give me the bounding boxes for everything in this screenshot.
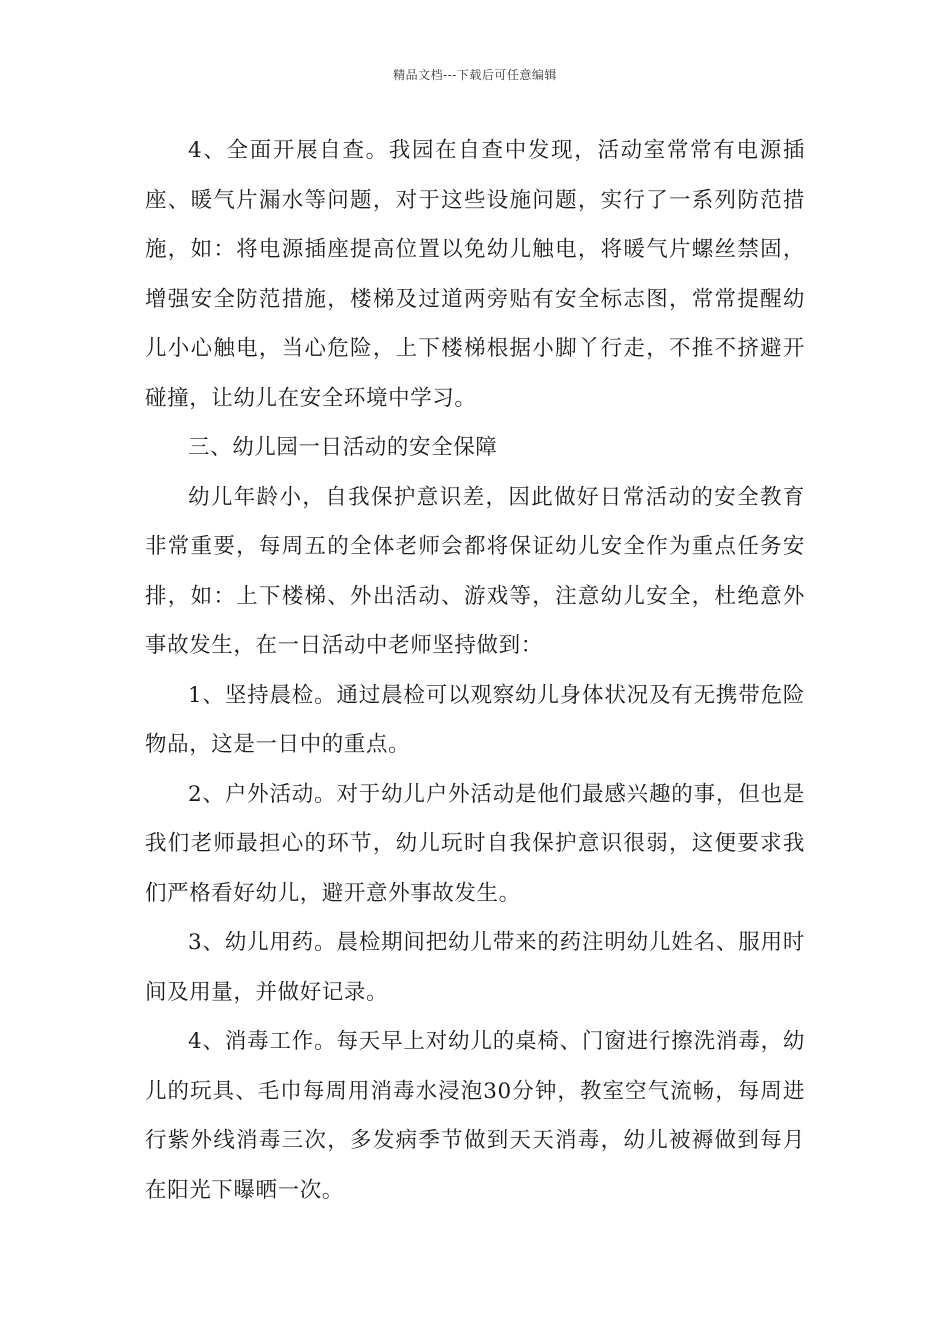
paragraph-medication: 3、幼儿用药。晨检期间把幼儿带来的药注明幼儿姓名、服用时间及用量，并做好记录。 [145, 930, 805, 1005]
paragraph-morning-check: 1、坚持晨检。通过晨检可以观察幼儿身体状况及有无携带危险物品，这是一日中的重点。 [145, 682, 805, 757]
document-body [145, 126, 805, 1215]
paragraph-outdoor-activity: 2、户外活动。对于幼儿户外活动是他们最感兴趣的事，但也是我们老师最担心的环节，幼儿玩时自我保护意识很弱，这便要求我们严格看好幼儿，避开意外事故发生。 [145, 781, 805, 906]
paragraph-self-inspection: 4、全面开展自查。我园在自查中发现，活动室常常有电源插座、暖气片漏水等问题，对于这些设施问题，实行了一系列防范措施，如：将电源插座提高位置以免幼儿触电，将暖气片螺丝禁固，增强安全防范措施，楼梯及过道两旁贴有安全标志图，常常提醒幼儿小心触电，当心危险，上下楼梯根据小脚丫行走，不推不挤避开碰撞，让幼儿在安全环境中学习。 [145, 138, 805, 411]
page-header: 精品文档---下载后可任意编辑 [393, 68, 557, 82]
paragraph-disinfection: 4、消毒工作。每天早上对幼儿的桌椅、门窗进行擦洗消毒，幼儿的玩具、毛巾每周用消毒水浸泡30分钟，教室空气流畅，每周进行紫外线消毒三次，多发病季节做到天天消毒，幼儿被褥做到每月在阳光下曝晒一次。 [145, 1029, 805, 1203]
section-heading-daily-safety: 三、幼儿园一日活动的安全保障 [188, 435, 498, 460]
paragraph-safety-education: 幼儿年龄小，自我保护意识差，因此做好日常活动的安全教育非常重要，每周五的全体老师会都将保证幼儿安全作为重点任务安排，如：上下楼梯、外出活动、游戏等，注意幼儿安全，杜绝意外事故发生，在一日活动中老师坚持做到： [145, 484, 805, 658]
